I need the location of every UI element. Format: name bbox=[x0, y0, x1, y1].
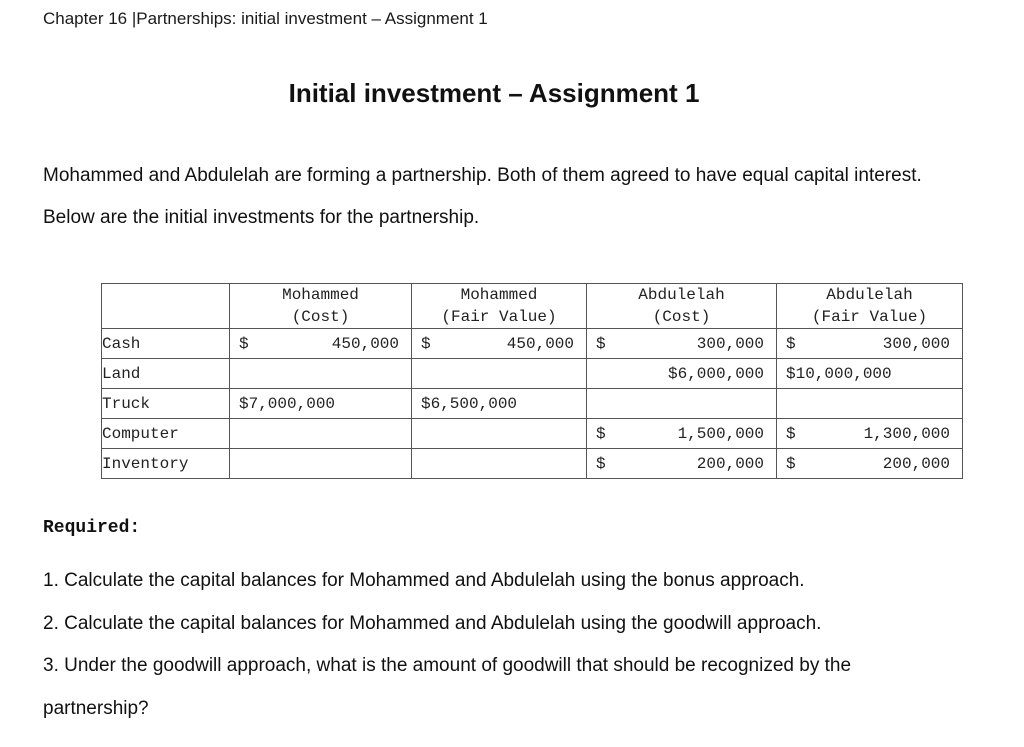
amount: 1,500,000 bbox=[677, 424, 764, 443]
question-list bbox=[43, 560, 943, 730]
required-label: Required: bbox=[43, 518, 141, 538]
table-cell bbox=[587, 449, 777, 479]
table-cell bbox=[587, 329, 777, 359]
column-header bbox=[587, 284, 777, 329]
currency-symbol: $ bbox=[596, 454, 606, 473]
table-cell bbox=[230, 389, 412, 419]
question-item: 2. Calculate the capital balances for Mohammed and Abdulelah using the goodwill approach. bbox=[43, 612, 822, 634]
row-label: Cash bbox=[102, 329, 230, 359]
amount: $6,500,000 bbox=[421, 394, 518, 413]
column-name: Mohammed bbox=[282, 286, 359, 304]
table-cell bbox=[777, 359, 963, 389]
currency-symbol: $ bbox=[786, 424, 796, 443]
investment-table bbox=[101, 283, 963, 479]
table-cell bbox=[777, 389, 963, 419]
column-name: Abdulelah bbox=[826, 286, 913, 304]
amount: 1,300,000 bbox=[863, 424, 950, 443]
question-item: 1. Calculate the capital balances for Mohammed and Abdulelah using the bonus approach. bbox=[43, 570, 805, 591]
table-cell bbox=[777, 329, 963, 359]
table-row bbox=[102, 359, 963, 389]
amount: 300,000 bbox=[882, 334, 950, 353]
row-label: Inventory bbox=[102, 449, 230, 479]
table-cell bbox=[412, 329, 587, 359]
table-header-row bbox=[102, 284, 963, 329]
table-cell bbox=[412, 449, 587, 479]
amount: 200,000 bbox=[696, 454, 764, 473]
row-label: Land bbox=[102, 359, 230, 389]
row-label: Truck bbox=[102, 389, 230, 419]
column-basis: (Fair Value) bbox=[441, 308, 557, 326]
amount: $7,000,000 bbox=[239, 394, 336, 413]
table-cell bbox=[587, 419, 777, 449]
currency-symbol: $ bbox=[421, 334, 431, 353]
table-cell bbox=[230, 449, 412, 479]
table-row bbox=[102, 419, 963, 449]
column-header bbox=[777, 284, 963, 329]
column-header bbox=[230, 284, 412, 329]
currency-symbol: $ bbox=[239, 334, 249, 353]
table-cell bbox=[587, 389, 777, 419]
amount: 450,000 bbox=[506, 334, 574, 353]
amount: 300,000 bbox=[696, 334, 764, 353]
table-cell bbox=[412, 359, 587, 389]
table-cell bbox=[412, 419, 587, 449]
column-name: Abdulelah bbox=[638, 286, 725, 304]
table-cell bbox=[587, 359, 777, 389]
table-cell bbox=[230, 329, 412, 359]
column-name: Mohammed bbox=[460, 286, 538, 304]
corner-cell bbox=[102, 284, 230, 329]
row-label: Computer bbox=[102, 419, 230, 449]
table-cell bbox=[777, 449, 963, 479]
amount: $10,000,000 bbox=[786, 364, 892, 383]
table-row bbox=[102, 389, 963, 419]
table-row bbox=[102, 449, 963, 479]
column-basis: (Cost) bbox=[291, 308, 350, 326]
currency-symbol: $ bbox=[596, 424, 606, 443]
question-item: 3. Under the goodwill approach, what is the amount of goodwill that should be recognized by the partnership? bbox=[43, 655, 852, 719]
currency-symbol: $ bbox=[786, 454, 796, 473]
amount: $6,000,000 bbox=[667, 364, 764, 383]
column-header bbox=[412, 284, 587, 329]
table-cell bbox=[412, 389, 587, 419]
currency-symbol: $ bbox=[786, 334, 796, 353]
column-basis: (Cost) bbox=[652, 308, 711, 326]
table-cell bbox=[777, 419, 963, 449]
currency-symbol: $ bbox=[596, 334, 606, 353]
table-row bbox=[102, 329, 963, 359]
amount: 200,000 bbox=[882, 454, 950, 473]
chapter-header: Chapter 16 |Partnerships: initial investment – Assignment 1 bbox=[43, 9, 488, 28]
intro-paragraph: Mohammed and Abdulelah are forming a partnership. Both of them agreed to have equal capital interest. Below are the initial investments for the partnership. bbox=[43, 165, 922, 228]
table-cell bbox=[230, 359, 412, 389]
page-title: Initial investment – Assignment 1 bbox=[288, 78, 700, 108]
table-cell bbox=[230, 419, 412, 449]
amount: 450,000 bbox=[331, 334, 399, 353]
column-basis: (Fair Value) bbox=[811, 308, 928, 326]
